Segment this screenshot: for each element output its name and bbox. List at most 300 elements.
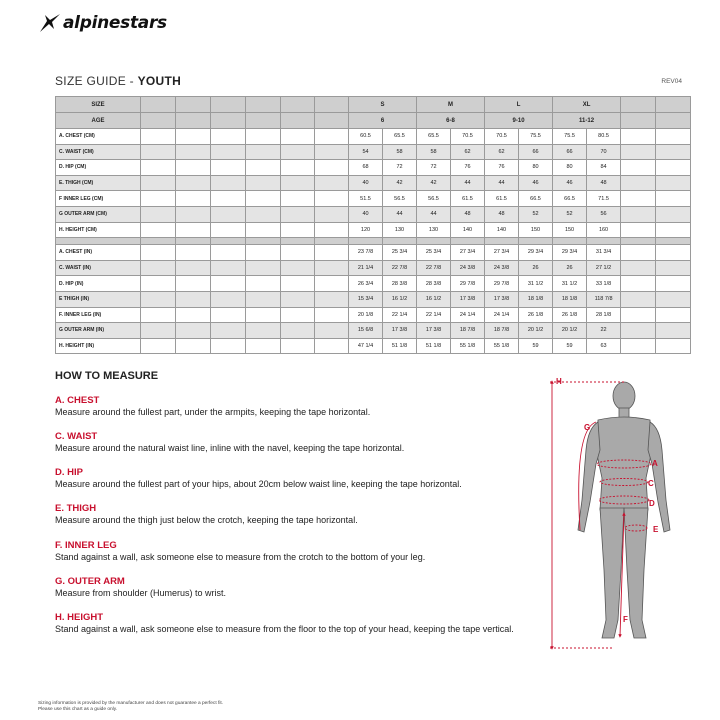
measurement-cell: 31 1/2 xyxy=(553,276,587,292)
table-row xyxy=(56,175,691,191)
measure-description: Measure around the natural waist line, inline with the navel, keeping the tape horizontal. xyxy=(55,443,405,453)
measurement-cell: 28 3/8 xyxy=(417,276,451,292)
measurement-cell: 31 1/2 xyxy=(519,276,553,292)
measure-item xyxy=(55,540,425,562)
empty-cell xyxy=(281,260,315,276)
table-row xyxy=(56,245,691,261)
empty-cell xyxy=(141,206,176,222)
empty-cell xyxy=(656,291,691,307)
label-d: D xyxy=(649,499,655,508)
row-label: AGE xyxy=(56,113,141,129)
empty-cell xyxy=(656,206,691,222)
measurement-cell: 33 1/8 xyxy=(587,276,621,292)
table-row xyxy=(56,222,691,238)
empty-cell xyxy=(281,129,315,145)
empty-cell xyxy=(315,191,349,207)
measure-title: G. OUTER ARM xyxy=(55,576,125,587)
empty-cell xyxy=(656,129,691,145)
empty-cell xyxy=(211,160,246,176)
measurement-cell: 58 xyxy=(417,144,451,160)
how-to-measure-heading: HOW TO MEASURE xyxy=(55,370,159,382)
measurement-cell: 118 7/8 xyxy=(587,291,621,307)
measurement-cell: 60.5 xyxy=(349,129,383,145)
label-h: H xyxy=(556,377,562,386)
measurement-cell: 66 xyxy=(553,144,587,160)
empty-cell xyxy=(656,175,691,191)
empty-cell xyxy=(315,160,349,176)
measurement-cell: 80.5 xyxy=(587,129,621,145)
label-a: A xyxy=(652,459,658,468)
empty-cell xyxy=(211,323,246,339)
row-label: F. INNER LEG (IN) xyxy=(56,307,141,323)
measurement-cell: 68 xyxy=(349,160,383,176)
size-header-row xyxy=(56,97,691,113)
empty-cell xyxy=(621,276,656,292)
alpinestars-star-icon xyxy=(38,12,62,34)
empty-cell xyxy=(656,97,691,113)
row-label: G OUTER ARM (CM) xyxy=(56,206,141,222)
empty-cell xyxy=(211,276,246,292)
empty-cell xyxy=(621,113,656,129)
measurement-cell: 26 xyxy=(553,260,587,276)
empty-cell xyxy=(621,291,656,307)
measurement-cell: 72 xyxy=(383,160,417,176)
measurement-cell: 18 7/8 xyxy=(451,323,485,339)
measurement-cell: 27 3/4 xyxy=(485,245,519,261)
empty-cell xyxy=(315,291,349,307)
empty-cell xyxy=(141,260,176,276)
empty-cell xyxy=(246,338,281,354)
empty-cell xyxy=(211,206,246,222)
measurement-cell: 65.5 xyxy=(417,129,451,145)
measurement-cell: 62 xyxy=(485,144,519,160)
empty-cell xyxy=(246,260,281,276)
measurement-cell: 42 xyxy=(383,175,417,191)
empty-cell xyxy=(281,291,315,307)
measurement-cell: 23 7/8 xyxy=(349,245,383,261)
measurement-cell: 54 xyxy=(349,144,383,160)
measurement-cell: 76 xyxy=(451,160,485,176)
label-c: C xyxy=(648,479,654,488)
separator-cell xyxy=(349,238,383,245)
separator-cell xyxy=(246,238,281,245)
measurement-cell: 44 xyxy=(383,206,417,222)
row-label: H. HEIGHT (CM) xyxy=(56,222,141,238)
empty-cell xyxy=(656,113,691,129)
measure-title: D. HIP xyxy=(55,467,83,478)
measurement-cell: 61.5 xyxy=(451,191,485,207)
empty-cell xyxy=(176,113,211,129)
row-label: A. CHEST (IN) xyxy=(56,245,141,261)
empty-cell xyxy=(211,338,246,354)
empty-cell xyxy=(211,113,246,129)
measurement-cell: 24 3/8 xyxy=(451,260,485,276)
measure-description: Measure around the fullest part, under the armpits, keeping the tape horizontal. xyxy=(55,407,371,417)
measurement-cell: 20 1/8 xyxy=(349,307,383,323)
empty-cell xyxy=(211,245,246,261)
empty-cell xyxy=(315,338,349,354)
empty-cell xyxy=(176,160,211,176)
empty-cell xyxy=(176,323,211,339)
measurement-cell: 18 1/8 xyxy=(519,291,553,307)
measurement-cell: 24 3/8 xyxy=(485,260,519,276)
measurement-cell: 21 1/4 xyxy=(349,260,383,276)
empty-cell xyxy=(176,307,211,323)
separator-cell xyxy=(176,238,211,245)
measurement-cell: 17 3/8 xyxy=(451,291,485,307)
measurement-cell: 42 xyxy=(417,175,451,191)
row-label: C. WAIST (CM) xyxy=(56,144,141,160)
measurement-cell: 51.5 xyxy=(349,191,383,207)
empty-cell xyxy=(141,97,176,113)
table-row xyxy=(56,291,691,307)
empty-cell xyxy=(141,144,176,160)
measurement-cell: 51 1/8 xyxy=(417,338,451,354)
empty-cell xyxy=(621,260,656,276)
separator-cell xyxy=(383,238,417,245)
measure-title: H. HEIGHT xyxy=(55,612,104,623)
empty-cell xyxy=(281,113,315,129)
empty-cell xyxy=(281,206,315,222)
empty-cell xyxy=(281,160,315,176)
empty-cell xyxy=(621,222,656,238)
measurement-cell: 61.5 xyxy=(485,191,519,207)
separator-cell xyxy=(141,238,176,245)
measurement-cell: 59 xyxy=(553,338,587,354)
measurement-cell: 58 xyxy=(383,144,417,160)
measurement-cell: 16 1/2 xyxy=(383,291,417,307)
section-separator xyxy=(56,238,691,245)
measurement-cell: 22 1/4 xyxy=(417,307,451,323)
measurement-cell: 70 xyxy=(587,144,621,160)
measurement-cell: 29 7/8 xyxy=(451,276,485,292)
table-row xyxy=(56,323,691,339)
separator-cell xyxy=(211,238,246,245)
measurement-cell: 75.5 xyxy=(519,129,553,145)
label-e: E xyxy=(653,525,659,534)
measure-description: Measure around the thigh just below the crotch, keeping the tape horizontal. xyxy=(55,515,358,525)
measurement-cell: 47 1/4 xyxy=(349,338,383,354)
measurement-cell: 22 xyxy=(587,323,621,339)
measurement-cell: 120 xyxy=(349,222,383,238)
age-header-row-value: 9-10 xyxy=(485,113,553,129)
empty-cell xyxy=(656,276,691,292)
empty-cell xyxy=(656,160,691,176)
measurement-cell: 65.5 xyxy=(383,129,417,145)
measurement-cell: 16 1/2 xyxy=(417,291,451,307)
measurement-cell: 62 xyxy=(451,144,485,160)
measurement-cell: 56.5 xyxy=(383,191,417,207)
empty-cell xyxy=(621,129,656,145)
empty-cell xyxy=(656,260,691,276)
measurement-cell: 27 1/2 xyxy=(587,260,621,276)
measurement-cell: 26 1/8 xyxy=(553,307,587,323)
empty-cell xyxy=(315,175,349,191)
empty-cell xyxy=(281,222,315,238)
measure-item xyxy=(55,576,226,598)
empty-cell xyxy=(246,245,281,261)
title-strong: YOUTH xyxy=(137,74,182,88)
empty-cell xyxy=(621,245,656,261)
empty-cell xyxy=(315,144,349,160)
measurement-cell: 26 xyxy=(519,260,553,276)
disclaimer-line-2: Please use this chart as a guide only. xyxy=(38,707,118,713)
empty-cell xyxy=(315,276,349,292)
measurement-cell: 59 xyxy=(519,338,553,354)
body-measurement-figure xyxy=(548,370,680,656)
empty-cell xyxy=(176,222,211,238)
separator-cell xyxy=(281,238,315,245)
measurement-cell: 46 xyxy=(519,175,553,191)
age-header-row-value: 6 xyxy=(349,113,417,129)
measurement-cell: 44 xyxy=(417,206,451,222)
measurement-cell: 52 xyxy=(519,206,553,222)
body-silhouette xyxy=(578,382,670,638)
measure-title: C. WAIST xyxy=(55,431,98,442)
empty-cell xyxy=(246,129,281,145)
measurement-cell: 48 xyxy=(485,206,519,222)
empty-cell xyxy=(315,129,349,145)
empty-cell xyxy=(281,338,315,354)
empty-cell xyxy=(141,175,176,191)
measurement-cell: 84 xyxy=(587,160,621,176)
empty-cell xyxy=(656,307,691,323)
empty-cell xyxy=(621,338,656,354)
measurement-cell: 40 xyxy=(349,206,383,222)
empty-cell xyxy=(141,160,176,176)
empty-cell xyxy=(211,191,246,207)
measurement-cell: 55 1/8 xyxy=(451,338,485,354)
empty-cell xyxy=(315,260,349,276)
table-row xyxy=(56,191,691,207)
measurement-cell: 29 3/4 xyxy=(519,245,553,261)
empty-cell xyxy=(281,144,315,160)
table-row xyxy=(56,160,691,176)
revision-code: REV04 xyxy=(661,78,682,85)
empty-cell xyxy=(656,245,691,261)
measurement-cell: 15 3/4 xyxy=(349,291,383,307)
measure-description: Measure around the fullest part of your hips, about 20cm below waist line, keeping the tape horizontal. xyxy=(55,479,462,489)
empty-cell xyxy=(211,97,246,113)
empty-cell xyxy=(141,307,176,323)
empty-cell xyxy=(315,206,349,222)
empty-cell xyxy=(281,323,315,339)
measurement-cell: 25 3/4 xyxy=(417,245,451,261)
table-row xyxy=(56,260,691,276)
measurement-cell: 25 3/4 xyxy=(383,245,417,261)
empty-cell xyxy=(621,144,656,160)
empty-cell xyxy=(281,191,315,207)
measurement-cell: 150 xyxy=(553,222,587,238)
empty-cell xyxy=(621,160,656,176)
measurement-cell: 72 xyxy=(417,160,451,176)
size-header-row-value: L xyxy=(485,97,553,113)
empty-cell xyxy=(315,245,349,261)
measurement-cell: 46 xyxy=(553,175,587,191)
empty-cell xyxy=(246,276,281,292)
separator-cell xyxy=(417,238,451,245)
table-row xyxy=(56,276,691,292)
empty-cell xyxy=(621,206,656,222)
empty-cell xyxy=(176,245,211,261)
measurement-cell: 70.5 xyxy=(485,129,519,145)
measure-description: Stand against a wall, ask someone else to measure from the crotch to the bottom of your leg. xyxy=(55,552,426,562)
empty-cell xyxy=(281,307,315,323)
empty-cell xyxy=(176,97,211,113)
brand-logo xyxy=(38,12,167,34)
empty-cell xyxy=(656,338,691,354)
empty-cell xyxy=(246,97,281,113)
measure-item xyxy=(55,467,462,489)
empty-cell xyxy=(246,206,281,222)
separator-cell xyxy=(587,238,621,245)
table-row xyxy=(56,307,691,323)
measurement-cell: 17 3/8 xyxy=(383,323,417,339)
disclaimer-line-1: Sizing information is provided by the manufacturer and does not guarantee a perfect fit. xyxy=(38,701,224,706)
title-prefix: SIZE GUIDE - xyxy=(55,74,138,88)
page-title xyxy=(55,74,181,88)
row-label: G OUTER ARM (IN) xyxy=(56,323,141,339)
empty-cell xyxy=(211,222,246,238)
empty-cell xyxy=(246,307,281,323)
measurement-cell: 27 3/4 xyxy=(451,245,485,261)
age-header-row-value: 11-12 xyxy=(553,113,621,129)
measure-item xyxy=(55,503,358,525)
empty-cell xyxy=(141,338,176,354)
measure-title: A. CHEST xyxy=(55,395,100,406)
size-header-row-value: S xyxy=(349,97,417,113)
empty-cell xyxy=(246,160,281,176)
empty-cell xyxy=(656,191,691,207)
empty-cell xyxy=(211,307,246,323)
row-label: SIZE xyxy=(56,97,141,113)
measure-description: Stand against a wall, ask someone else to measure from the floor to the top of your head, keeping the tape vertical. xyxy=(55,624,514,634)
separator-cell xyxy=(519,238,553,245)
measurement-cell: 28 1/8 xyxy=(587,307,621,323)
measurement-cell: 31 3/4 xyxy=(587,245,621,261)
row-label: A. CHEST (CM) xyxy=(56,129,141,145)
measurement-cell: 28 3/8 xyxy=(383,276,417,292)
measurement-cell: 66.5 xyxy=(519,191,553,207)
measure-item xyxy=(55,612,514,634)
empty-cell xyxy=(281,175,315,191)
empty-cell xyxy=(621,307,656,323)
measurement-cell: 63 xyxy=(587,338,621,354)
measurement-cell: 26 1/8 xyxy=(519,307,553,323)
empty-cell xyxy=(315,307,349,323)
measurement-cell: 80 xyxy=(553,160,587,176)
measure-item xyxy=(55,431,404,453)
empty-cell xyxy=(176,260,211,276)
empty-cell xyxy=(211,291,246,307)
empty-cell xyxy=(141,276,176,292)
empty-cell xyxy=(141,113,176,129)
empty-cell xyxy=(141,191,176,207)
measurement-cell: 140 xyxy=(451,222,485,238)
measurement-cell: 44 xyxy=(485,175,519,191)
measurement-cell: 15 6/8 xyxy=(349,323,383,339)
measurement-cell: 160 xyxy=(587,222,621,238)
measurement-cell: 48 xyxy=(587,175,621,191)
empty-cell xyxy=(141,129,176,145)
empty-cell xyxy=(315,97,349,113)
empty-cell xyxy=(246,323,281,339)
measurement-cell: 22 7/8 xyxy=(383,260,417,276)
empty-cell xyxy=(315,323,349,339)
measurement-cell: 48 xyxy=(451,206,485,222)
measurement-cell: 70.5 xyxy=(451,129,485,145)
measurement-cell: 22 7/8 xyxy=(417,260,451,276)
row-label: H. HEIGHT (IN) xyxy=(56,338,141,354)
separator-cell xyxy=(485,238,519,245)
measurement-cell: 51 1/8 xyxy=(383,338,417,354)
row-label: C. WAIST (IN) xyxy=(56,260,141,276)
age-header-row xyxy=(56,113,691,129)
separator-cell xyxy=(451,238,485,245)
measurement-cell: 44 xyxy=(451,175,485,191)
measurement-cell: 29 3/4 xyxy=(553,245,587,261)
measurement-cell: 130 xyxy=(383,222,417,238)
empty-cell xyxy=(211,144,246,160)
empty-cell xyxy=(656,222,691,238)
measure-item xyxy=(55,395,370,417)
measurement-cell: 140 xyxy=(485,222,519,238)
separator-cell xyxy=(621,238,656,245)
measurement-cell: 29 7/8 xyxy=(485,276,519,292)
size-header-row-value: XL xyxy=(553,97,621,113)
empty-cell xyxy=(281,276,315,292)
measurement-cell: 75.5 xyxy=(553,129,587,145)
empty-cell xyxy=(176,338,211,354)
label-g: G xyxy=(584,423,591,432)
measure-title: F. INNER LEG xyxy=(55,540,117,551)
measurement-cell: 66 xyxy=(519,144,553,160)
measurement-cell: 18 7/8 xyxy=(485,323,519,339)
empty-cell xyxy=(176,175,211,191)
table-row xyxy=(56,129,691,145)
measurement-cell: 24 1/4 xyxy=(451,307,485,323)
empty-cell xyxy=(141,245,176,261)
measurement-cell: 56 xyxy=(587,206,621,222)
row-label: F INNER LEG (CM) xyxy=(56,191,141,207)
empty-cell xyxy=(621,191,656,207)
measurement-cell: 20 1/2 xyxy=(519,323,553,339)
size-table xyxy=(55,96,691,354)
separator-cell xyxy=(56,238,141,245)
empty-cell xyxy=(211,175,246,191)
brand-wordmark: alpinestars xyxy=(63,13,167,33)
measurement-cell: 56.5 xyxy=(417,191,451,207)
measurement-cell: 55 1/8 xyxy=(485,338,519,354)
empty-cell xyxy=(315,222,349,238)
empty-cell xyxy=(621,323,656,339)
empty-cell xyxy=(211,260,246,276)
measurement-cell: 17 3/8 xyxy=(417,323,451,339)
empty-cell xyxy=(176,276,211,292)
empty-cell xyxy=(315,113,349,129)
size-header-row-value: M xyxy=(417,97,485,113)
empty-cell xyxy=(141,323,176,339)
measurement-cell: 40 xyxy=(349,175,383,191)
measurement-cell: 20 1/2 xyxy=(553,323,587,339)
empty-cell xyxy=(141,291,176,307)
measure-description: Measure from shoulder (Humerus) to wrist. xyxy=(55,588,227,598)
empty-cell xyxy=(176,191,211,207)
row-label: E. THIGH (CM) xyxy=(56,175,141,191)
empty-cell xyxy=(211,129,246,145)
row-label: D. HIP (CM) xyxy=(56,160,141,176)
measurement-cell: 52 xyxy=(553,206,587,222)
